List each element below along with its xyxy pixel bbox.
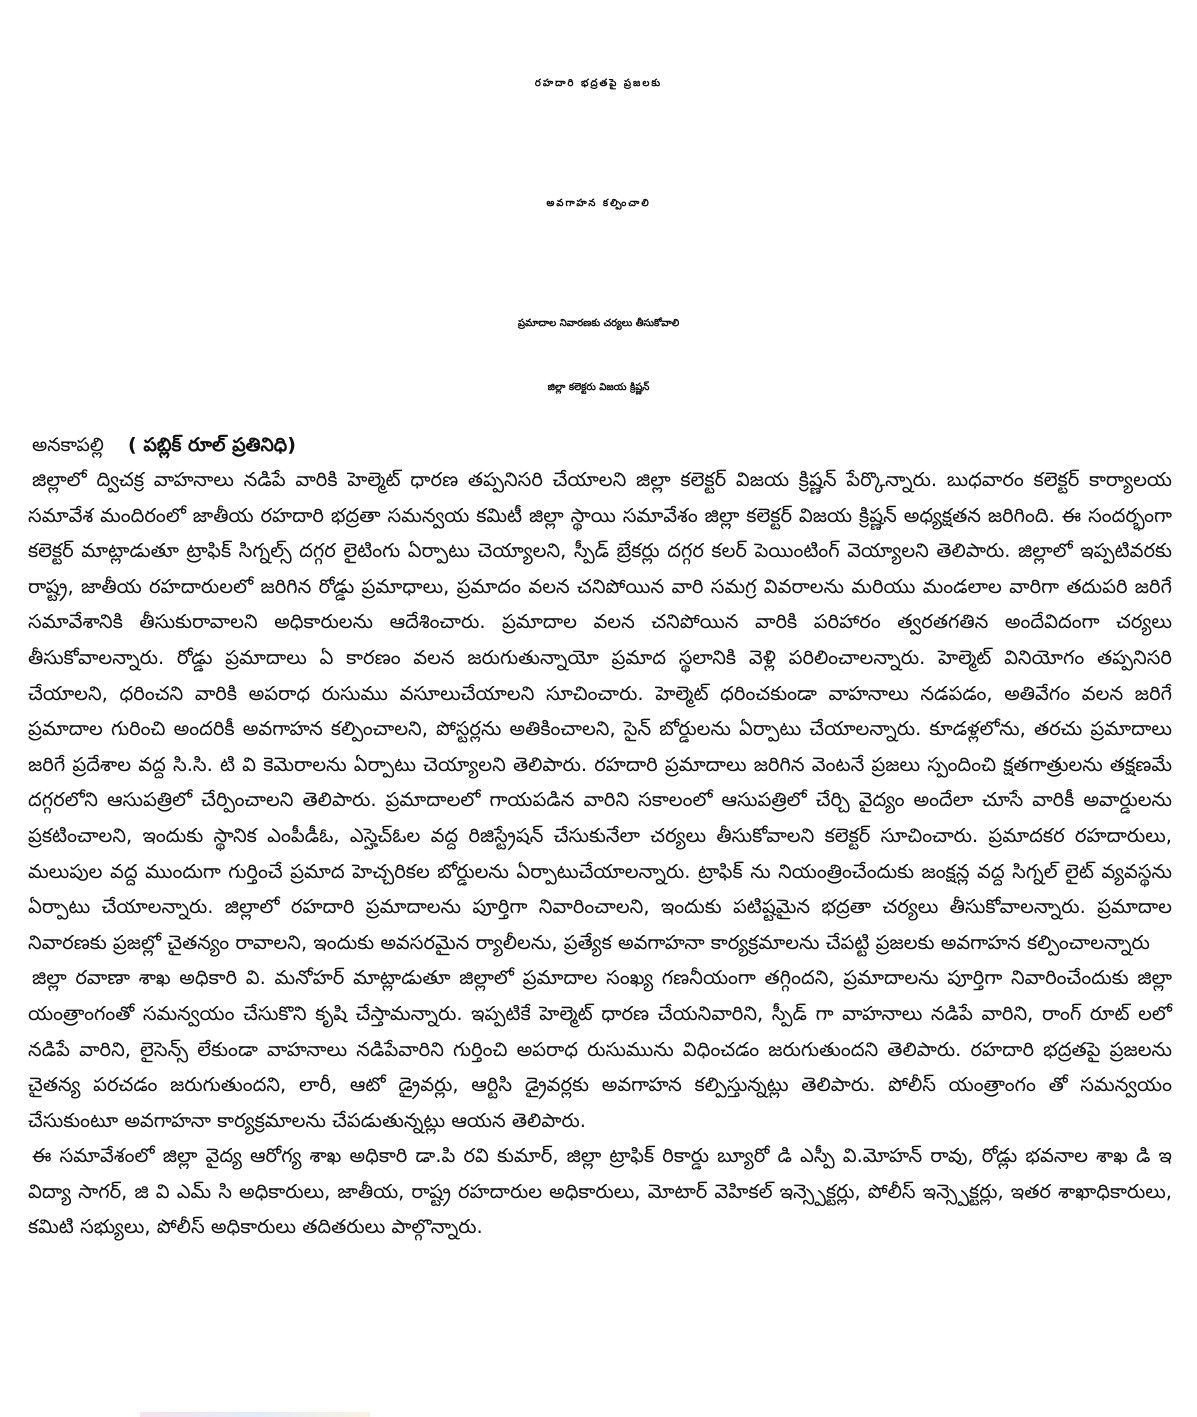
article-paragraph: ఈ సమావేశంలో జిల్లా వైద్య ఆరోగ్య శాఖ అధికారి డా.పి రవి కుమార్, జిల్లా ట్రాఫిక్ రికార్డు బ్యూరో డి ఎస్పీ వి.మోహన్ రావు, రోడ్లు భవనాల శాఖ డి ఇ విద్యా సాగర్, జి వి ఎమ్ సి అధికారులు, జాతీయ, రాష్ట్ర రహదారుల అధికారులు, మోటార్ వెహికల్ ఇన్స్పెక్టర్లు, పోలీస్ ఇన్స్పెక్టర్లు, ఇతర శాఖాధికారులు, కమిటి సభ్యులు, పోలీస్ అధికారులు తదితరులు పాల్గొన్నారు. [28,1144,1172,1239]
headline-line-1: రహదారి భద్రతపై ప్రజలకు [534,78,663,89]
subheading-2: జిల్లా కలెక్టరు విజయ క్రిష్ణన్ [547,382,650,393]
headline-line-2: అవగాహన కల్పించాలి [546,198,651,209]
page-edge-strip [140,1412,370,1417]
article-paragraph: జిల్లాలో ద్విచక్ర వాహనాలు నడిపే వారికి హెల్మెట్ ధారణ తప్పనిసరి చేయాలని జిల్లా కలెక్టర్ విజయ క్రిష్ణన్ పేర్కొన్నారు. బుధవారం కలెక్టర్ కార్యాలయ సమావేశ మందిరంలో జాతీయ రహదారి భద్రతా సమన్వయ కమిటీ జిల్లా స్థాయి సమావేశం జిల్లా కలెక్టర్ విజయ క్రిష్ణన్ అధ్యక్షతన జరిగింది. ఈ సందర్భంగా కలెక్టర్ మాట్లాడుతూ ట్రాఫిక్ సిగ్నల్స్ దగ్గర లైటింగు ఏర్పాటు చెయ్యాలని, స్పీడ్ బ్రేకర్లు దగ్గర కలర్ పెయింటింగ్ వెయ్యాలని తెలిపారు. జిల్లాలో ఇప్పటివరకు రాష్ట్ర, జాతీయ రహదారులలో జరిగిన రోడ్డు ప్రమాధాలు, ప్రమాదం వలన చనిపోయిన వారి సమగ్ర వివరాలను మరియు మండలాల వారిగా తదుపరి జరిగే సమావేశానికి తీసుకురావాలని అధికారులను ఆదేశించారు. ప్రమాదాల వలన చనిపోయిన వారికి పరిహారం త్వరతగతిన అందేవిదంగా చర్యలు తీసుకోవాలన్నారు. రోడ్డు ప్రమాదాలు ఏ కారణం వలన జరుగుతున్నాయో ప్రమాద స్థలానికి వెళ్లి పరిలించాలన్నారు. హెల్మెట్ వినియోగం తప్పనిసరి చేయాలని, ధరించని వారికి అపరాధ రుసుము వసూలుచేయాలని సూచించారు. హెల్మెట్ ధరించకుండా వాహనాలు నడపడం, అతివేగం వలన జరిగే ప్రమాదాల గురించి అందరికీ అవగాహన కల్పించాలని, పోస్టర్లను అతికించాలని, సైన్ బోర్డులను ఏర్పాటు చేయాలన్నారు. కూడళ్లలోను, తరచు ప్రమాదాలు జరిగే ప్రదేశాల వద్ద సి.సి. టి వి కెమెరాలను ఏర్పాటు చెయ్యాలని తెలిపారు. రహదారి ప్రమాదాలు జరిగిన వెంటనే ప్రజలు స్పందించి క్షతగాత్రులను తక్షణమే దగ్గరలోని ఆసుపత్రిలో చేర్పించాలని తెలిపారు. ప్రమాదాలలో గాయపడిన వారిని సకాలంలో ఆసుపత్రిలో చేర్చి వైద్యం అందేలా చూసే వారికీ అవార్డులను ప్రకటించాలని, ఇందుకు స్థానిక ఎంపీడీఓ, ఎస్హెచ్ఓల వద్ద రిజిస్ట్రేషన్ చేసుకునేలా చర్యలు తీసుకోవాలని కలెక్టర్ సూచించారు. ప్రమాదకర రహదారులు, మలుపుల వద్ద ముందుగా గుర్తించే ప్రమాద హెచ్చరికల బోర్డులను ఏర్పాటుచేయాలన్నారు. ట్రాఫిక్ ను నియంత్రించేందుకు జంక్షన్ల వద్ద సిగ్నల్ లైట్ వ్యవస్థను ఏర్పాటు చేయాలన్నారు. జిల్లాలో రహదారి ప్రమాదాలను పూర్తిగా నివారించాలని, ఇందుకు పటిష్టమైన భద్రతా చర్యలు తీసుకోవాలన్నారు. ప్రమాదాల నివారణకు ప్రజల్లో చైతన్యం రావాలని, ఇందుకు అవసరమైన ర్యాలీలను, ప్రత్యేక అవగాహనా కార్యక్రమాలను చేపట్టి ప్రజలకు అవగాహన కల్పించాలన్నారు [28,468,1172,954]
dateline-source: ( పబ్లిక్ రూల్ ప్రతినిధి) [128,434,296,456]
article-paragraph: జిల్లా రవాణా శాఖ అధికారి వి. మనోహర్ మాట్లాడుతూ జిల్లాలో ప్రమాదాల సంఖ్య గణనీయంగా తగ్గిందని, ప్రమాదాలను పూర్తిగా నివారించేందుకు జిల్లా యంత్రాంగంతో సమన్వయం చేసుకొని కృషి చేస్తామన్నారు. ఇప్పటికే హెల్మెట్ ధారణ చేయనివారిని, స్పీడ్ గా వాహనాలు నడిపే వారిని, రాంగ్ రూట్ లలో నడిపే వారిని, లైసెన్స్ లేకుండా వాహనాలు నడిపేవారిని గుర్తించి అపరాధ రుసుమును విధించడం జరుగుతుందని తెలిపారు. రహదారి భద్రతపై ప్రజలను చైతన్య పరచడం జరుగుతుందని, లారీ, ఆటో డ్రైవర్లు, ఆర్టిసి డ్రైవర్లకు అవగాహన కల్పిస్తున్నట్లు తెలిపారు. పోలీస్ యంత్రాంగం తో సమన్వయం చేసుకుంటూ అవగాహనా కార్యక్రమాలను చేపడుతున్నట్లు ఆయన తెలిపారు. [28,966,1172,1132]
article-body [28,462,1172,1245]
subheading-1: ప్రమాదాల నివారణకు చర్యలు తీసుకోవాలి [517,318,680,329]
dateline [32,430,296,460]
dateline-place: అనకాపల్లి [32,434,104,456]
